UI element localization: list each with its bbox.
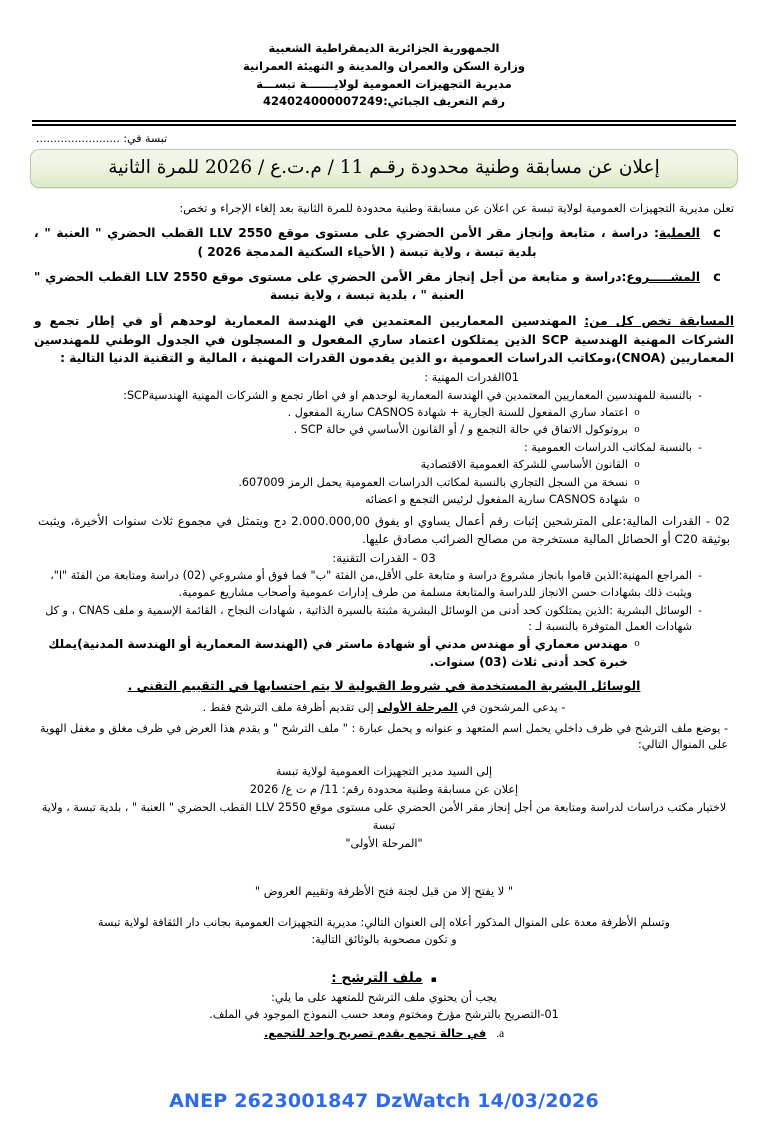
arrow-bullet-icon: c bbox=[713, 269, 721, 285]
section-01-o-2: بروتوكول الاتفاق في حالة التجمع و / أو القانون الأساسي في حالة SCP . bbox=[293, 423, 628, 437]
dash-bullet-icon: - bbox=[698, 441, 702, 455]
section-02-paragraph bbox=[34, 513, 734, 548]
header-line-ministry: وزارة السكن والعمران والمدينة و التهيئة العمرانية bbox=[242, 58, 525, 73]
professional-references bbox=[34, 568, 692, 600]
circle-bullet-icon: o bbox=[634, 493, 640, 505]
list-item bbox=[34, 475, 734, 491]
delivery-line-2: و تكون مصحوبة بالوثائق التالية: bbox=[311, 933, 457, 947]
circle-bullet-icon: o bbox=[634, 406, 640, 418]
eligibility-label: المسابقة تخص كل من: bbox=[584, 314, 734, 329]
section-01-o-1: اعتماد ساري المفعول للسنة الجارية + شهادة CASNOS سارية المفعول . bbox=[287, 405, 628, 419]
project-label: المشـــــروع bbox=[626, 269, 700, 284]
list-item bbox=[34, 422, 734, 438]
page-title: إعلان عن مسابقة وطنية محدودة رقـم 11 / م.ت.ع / 2026 للمرة الثانية bbox=[108, 157, 660, 179]
dash-bullet-icon: - bbox=[698, 388, 702, 402]
circle-bullet-icon: o bbox=[634, 459, 640, 471]
eligibility-paragraph bbox=[34, 312, 734, 367]
list-item bbox=[34, 388, 734, 404]
list-item bbox=[34, 457, 734, 473]
project-text-wrap bbox=[34, 268, 700, 305]
operation-label: العملية bbox=[658, 226, 700, 241]
procedure-line-2: - يوضع ملف الترشح في ظرف داخلي يحمل اسم المتعهد و عنوانه و يحمل عبارة : " ملف الترشح " و يقدم هذا العرض في ظرف مغلق و مغفل الهوية على المنوال التالي: bbox=[40, 721, 728, 751]
human-resources-text: الذين يمتلكون كحد أدنى من الوسائل البشرية مثبتة بالسيرة الذاتية ، شهادات النجاح ، القائمة الإسمية و ملف CNAS ، و كل شهادات العمل المتوفرة بالنسبة لـ : bbox=[45, 603, 692, 634]
professional-references-text: الذين قاموا بانجاز مشروع دراسة و متابعة على الأقل،من الفئة "ب" فما فوق أو مشروعي (02) دراسة ومتابعة من الفئة "ا"، ويثبت ذلك بشهادات حسن الانجاز للدراسة والمتابعة مسلمة من طرف إدارات عمومية وأصحاب مشاريع عمومية. bbox=[50, 569, 692, 599]
human-resources-requirement: مهندس معماري أو مهندس مدني أو شهادة ماستر في (الهندسة المعمارية أو الهندسة المدنية)يملك خبرة كحد أدنى ثلاث (03) سنوات. bbox=[48, 637, 628, 669]
arrow-bullet-icon: c bbox=[713, 226, 721, 242]
procedure-phase-label: المرحلة الأولى bbox=[377, 700, 458, 714]
document-header bbox=[22, 0, 746, 111]
place-date-line: تبسة في: ........................ bbox=[36, 132, 168, 146]
dossier-heading bbox=[34, 969, 734, 988]
procedure-line-1-suffix: إلى تقديم أظرفة ملف الترشح فقط . bbox=[202, 700, 378, 714]
header-line-directorate: مديرية التجهيزات العمومية لولايـــــــة تبســـة bbox=[256, 76, 512, 91]
address-line-announcement: إعلان عن مسابقة وطنية محدودة رقم: 11/ م ت ع/ 2026 bbox=[249, 782, 519, 796]
section-02 bbox=[34, 513, 734, 548]
procedure-line-1 bbox=[34, 700, 734, 716]
circle-bullet-icon: o bbox=[634, 424, 640, 436]
project-text: :دراسة و متابعة من أجل إنجاز مقر الأمن الحضري على مستوى موقع 2550 LLV القطب الحضري " العنبة " ، بلدية تبسة ، ولاية تبسة bbox=[34, 269, 627, 303]
header-line-republic: الجمهورية الجزائرية الديمقراطية الشعبية bbox=[268, 41, 500, 55]
section-01-o-3: القانون الأساسي للشركة العمومية الاقتصادية bbox=[420, 458, 628, 472]
announcement-title-banner bbox=[30, 149, 738, 188]
header-line-tax-id: رقم التعريف الجبائي:424024000007249 bbox=[263, 94, 505, 109]
alpha-bullet-icon: a. bbox=[496, 1028, 505, 1041]
section-01-heading: 01القدرات المهنية : bbox=[424, 370, 519, 385]
submission-address-block bbox=[34, 763, 734, 854]
circle-bullet-icon: o bbox=[634, 638, 640, 650]
address-line-director: إلى السيد مدير التجهيزات العمومية لولاية تبسة bbox=[275, 764, 493, 778]
list-item bbox=[34, 492, 734, 508]
dossier-label: ملف الترشح : bbox=[331, 970, 423, 987]
header-divider bbox=[32, 120, 736, 126]
circle-bullet-icon: o bbox=[634, 476, 640, 488]
section-01-o-5: شهادة CASNOS سارية المفعول لرئيس التجمع و اعضائه bbox=[364, 492, 628, 506]
section-02-text: على المترشحين إثبات رقم أعمال يساوي او يفوق 2.000.000,00 دج ويتمثل في مجموع ثلاث سنوات الأخيرة، ويثبت بوثيقة C20 أو الحصائل المالية مستخرجة من مصالح الضرائب مصادق عليها. bbox=[38, 514, 730, 546]
list-item bbox=[34, 603, 734, 635]
anep-footer: ANEP 2623001847 DzWatch 14/03/2026 bbox=[169, 1090, 599, 1112]
operation-text-wrap bbox=[34, 224, 700, 261]
list-item bbox=[34, 405, 734, 421]
document-body bbox=[34, 201, 734, 1042]
procedure-line-1-prefix: - يدعى المرشحون في bbox=[457, 700, 566, 714]
section-02-label: 02 - القدرات المالية: bbox=[622, 514, 731, 529]
professional-references-label: المراجع المهنية: bbox=[618, 569, 692, 583]
human-resources bbox=[34, 603, 692, 635]
list-item bbox=[34, 636, 734, 671]
technical-evaluation-note: الوسائل البشرية المستخدمة في شروط القبولية لا يتم احتسابها في التقييم التقني . bbox=[127, 678, 641, 694]
list-item bbox=[34, 440, 734, 456]
list-item bbox=[34, 568, 734, 600]
project-entry bbox=[34, 268, 734, 305]
operation-entry bbox=[34, 224, 734, 261]
human-resources-label: الوسائل البشرية : bbox=[609, 603, 692, 617]
section-03-heading: 03 - القدرات التقنية: bbox=[332, 550, 436, 565]
intro-paragraph: تعلن مديرية التجهيزات العمومية لولاية تبسة عن اعلان عن مسابقة وطنية محدودة للمرة الثانية بعد إلغاء الإجراء و تخص: bbox=[179, 202, 734, 216]
eligibility-text: المهندسين المعماريين المعتمدين في الهندسة المعمارية لوحدهم أو في إطار تجمع و الشركات المهنية الهندسية SCP الذين يمتلكون اعتماد ساري المفعول و المسجلون في الجدول الوطني للمهندسين المعماريين (CNOA)،ومكاتب الدراسات العمومية ،و الذين يقدمون القدرات المهنية ، المالية و التقنية الدنيا التالية : bbox=[34, 314, 734, 366]
section-01-o-4: نسخة من السجل التجاري بالنسبة لمكاتب الدراسات العمومية يحمل الرمز 607009. bbox=[238, 475, 628, 489]
address-line-phase: "المرحلة الأولى" bbox=[345, 837, 423, 851]
list-item bbox=[34, 1026, 734, 1042]
dossier-item-1: 01-التصريح بالترشح مؤرخ ومختوم ومعد حسب النموذج الموجود في الملف. bbox=[209, 1008, 559, 1022]
sealed-envelope-quote: " لا يفتح إلا من قبل لجنة فتح الأظرفة وتقييم العروض " bbox=[254, 884, 514, 899]
section-01-dash-1: بالنسبة للمهندسين المعماريين المعتمدين في الهندسة المعمارية لوحدهم او في اطار تجمع و الشركات المهنية الهندسيةSCP: bbox=[123, 388, 692, 402]
address-line-object: لاختيار مكتب دراسات لدراسة ومتابعة من أجل إنجاز مقر الأمن الحضري على مستوى موقع 2550 LLV القطب الحضري " العنبة " ، بلدية تبسة ، ولاية تبسة bbox=[41, 800, 727, 833]
dossier-intro: يجب أن يحتوي ملف الترشح للمتعهد على ما يلي: bbox=[271, 990, 497, 1004]
delivery-line-1: وتسلم الأظرفة معدة على المنوال المذكور أعلاه إلى العنوان التالي: مديرية التجهيزات العمومية بجانب دار الثقافة لولاية تبسة bbox=[98, 915, 670, 929]
dash-bullet-icon: - bbox=[698, 603, 702, 617]
square-bullet-icon: ▪ bbox=[430, 975, 437, 986]
operation-text: : دراسة ، متابعة وإنجاز مقر الأمن الحضري على مستوى موقع 2550 LLV القطب الحضري " العنبة " ، بلدية تبسة ، ولاية تبسة ( الأحياء السكنية المدمجة 2026 ) bbox=[34, 226, 659, 259]
section-01-dash-2: بالنسبة لمكاتب الدراسات العمومية : bbox=[524, 441, 692, 455]
dash-bullet-icon: - bbox=[698, 569, 702, 583]
dossier-item-1a: في حالة تجمع يقدم تصريح واحد للتجمع. bbox=[263, 1027, 487, 1041]
